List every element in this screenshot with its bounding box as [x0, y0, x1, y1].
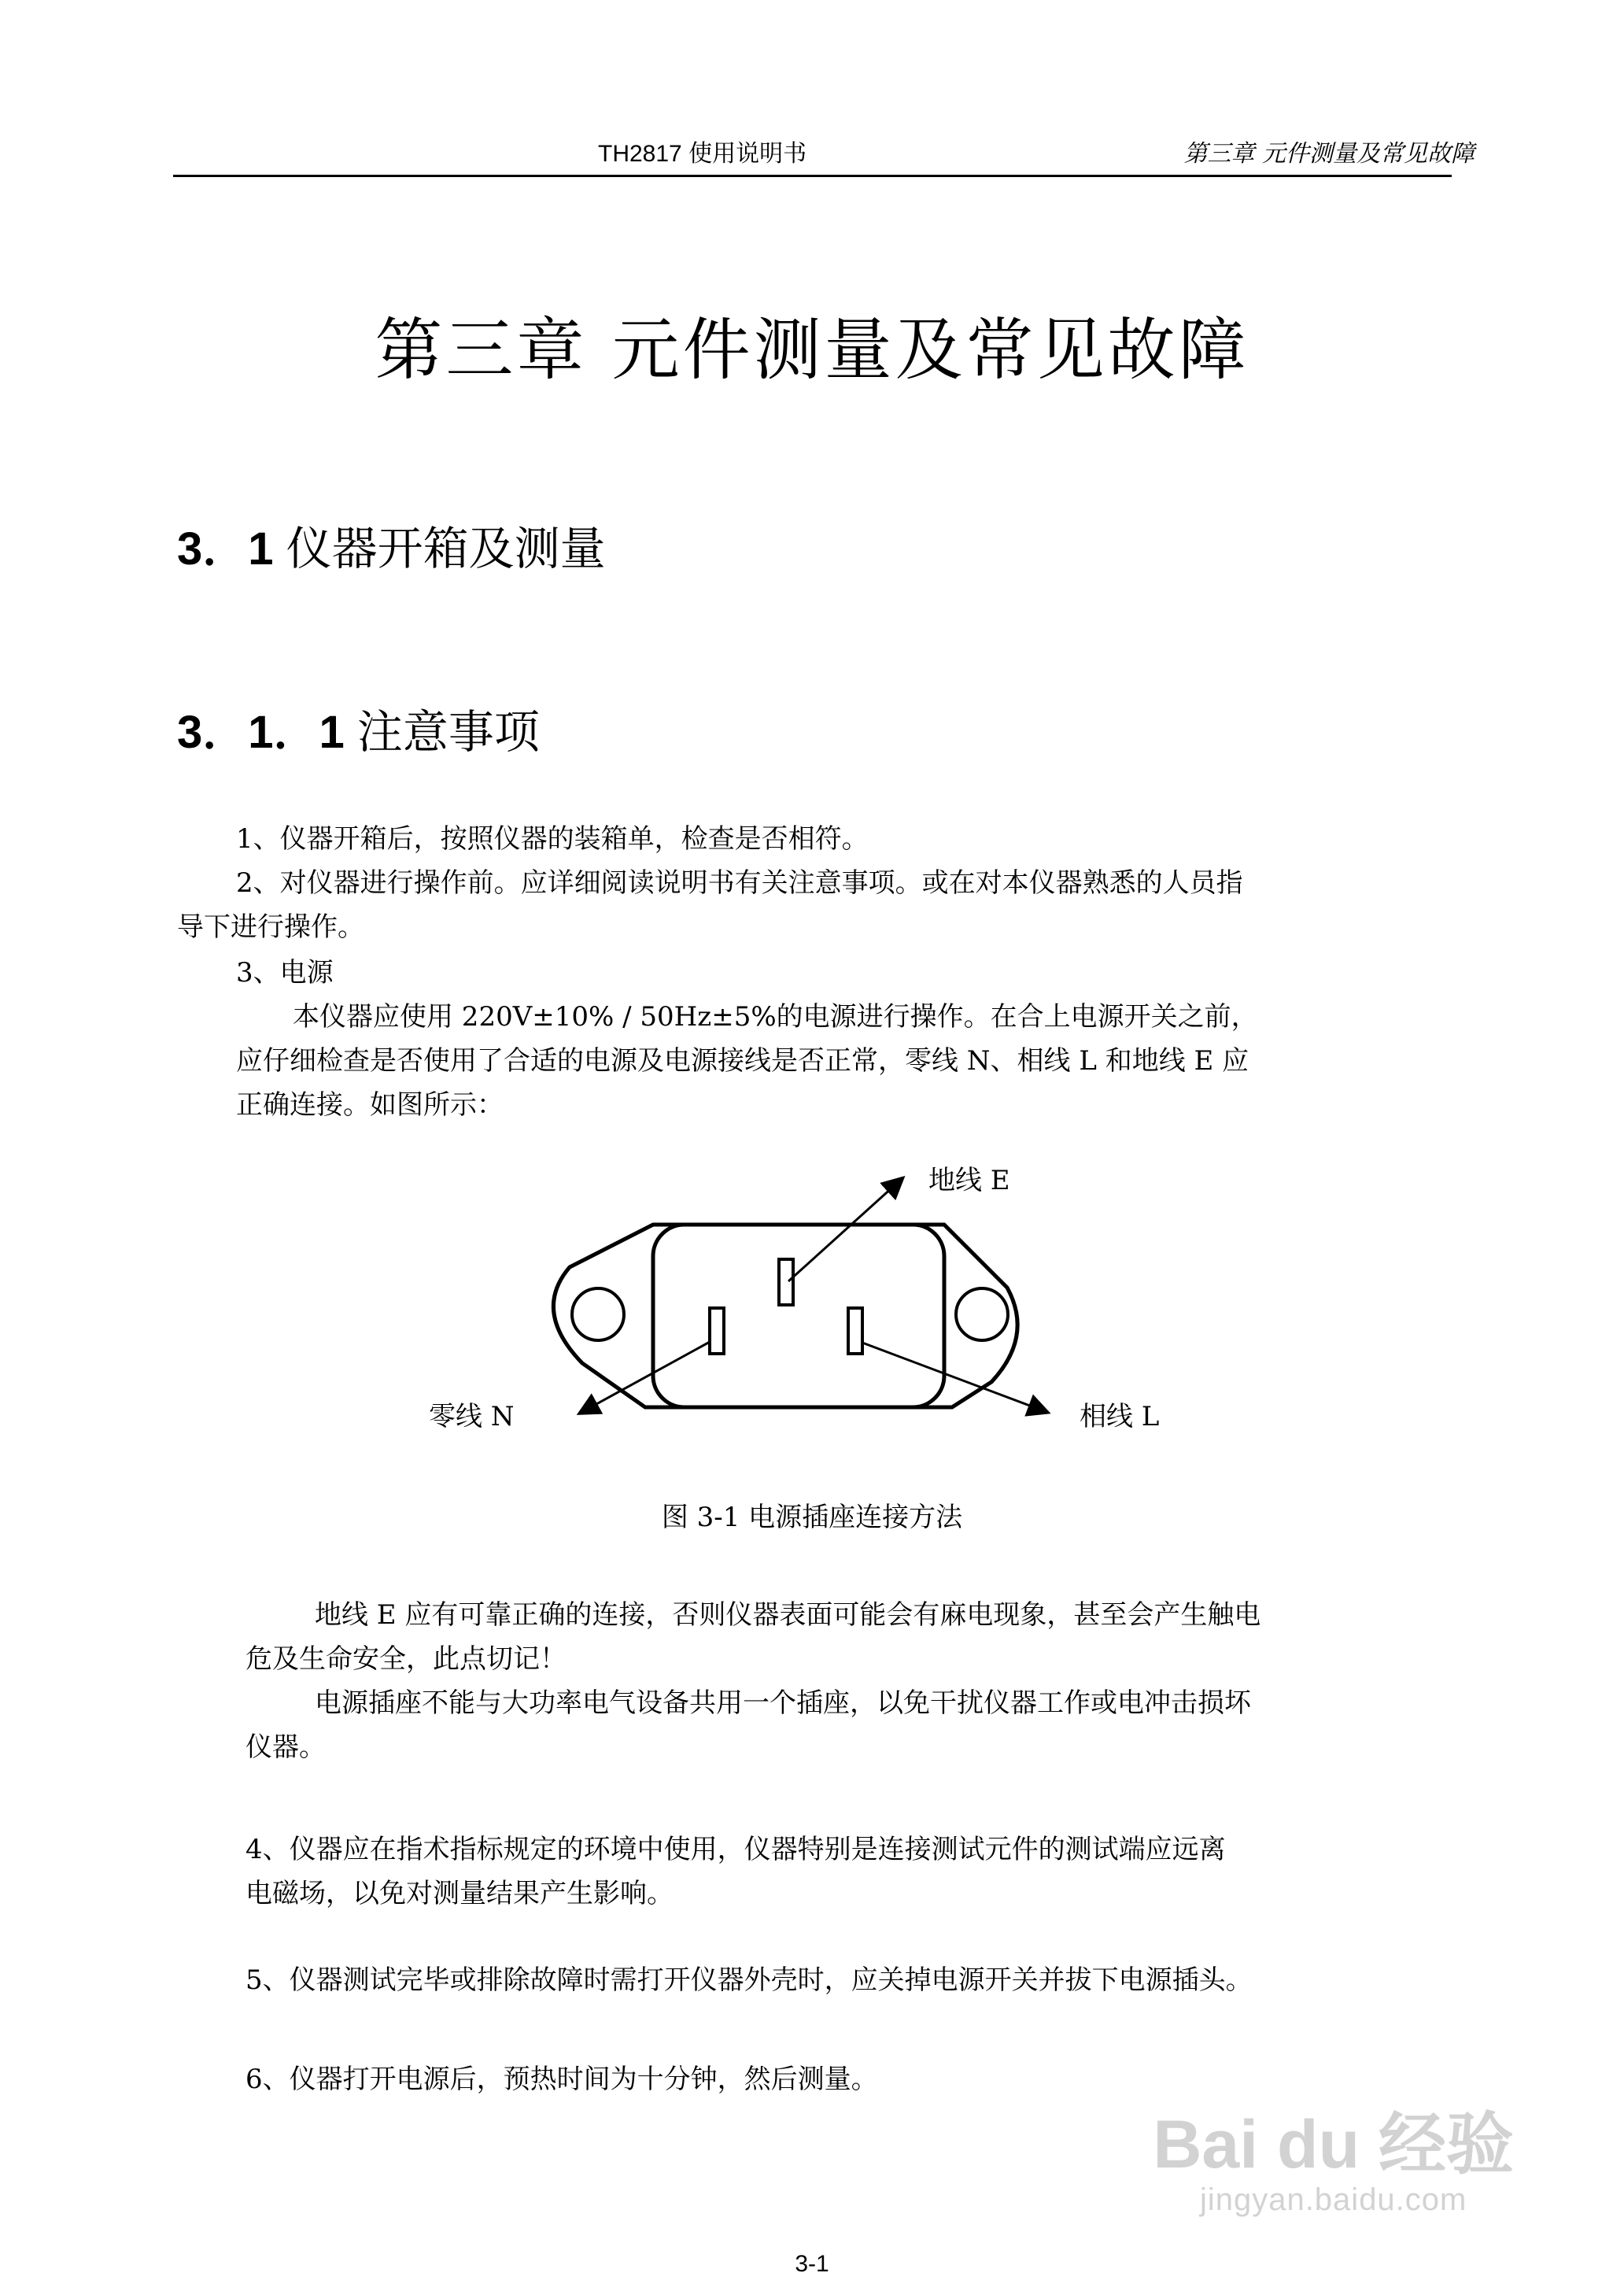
baidu-jingyan-watermark [1153, 2109, 1514, 2219]
paragraph-4-line-1: 地线 E 应有可靠正确的连接，否则仪器表面可能会有麻电现象，甚至会产生触电 [315, 1599, 1261, 1631]
label-live: 相线 L [1080, 1401, 1160, 1432]
paragraph-8: 6、仪器打开电源后，预热时间为十分钟，然后测量。 [245, 2064, 878, 2095]
paragraph-3-line-2: 应仔细检查是否使用了合适的电源及电源接线是否正常，零线 N、相线 L 和地线 E 应 [236, 1045, 1249, 1077]
paragraph-3-line-1: 本仪器应使用 220V±10% / 50Hz±5%的电源进行操作。在合上电源开关之前， [293, 1001, 1258, 1033]
section-number: 3．1 [177, 523, 274, 575]
socket-inner-face [653, 1225, 944, 1407]
label-earth: 地线 E [928, 1165, 1010, 1196]
header-manual-title: TH2817 使用说明书 [598, 141, 807, 167]
section-heading [177, 512, 606, 578]
header-rule [173, 175, 1452, 177]
figure-caption: 图 3-1 电源插座连接方法 [661, 1502, 963, 1533]
section-title: 仪器开箱及测量 [286, 523, 606, 575]
paragraph-6-line-1: 4、仪器应在指术指标规定的环境中使用，仪器特别是连接测试元件的测试端应远离 [245, 1834, 1226, 1865]
right-mount-hole [956, 1288, 1008, 1340]
left-mount-hole [572, 1288, 624, 1340]
watermark-logo: Bai du 经验 [1153, 2107, 1514, 2182]
page-number: 3-1 [795, 2251, 829, 2277]
watermark-url: jingyan.baidu.com [1199, 2182, 1467, 2217]
paragraph-3-line-3: 正确连接。如图所示： [236, 1089, 504, 1121]
paragraph-5-line-2: 仪器。 [245, 1731, 326, 1763]
subsection-number: 3．1．1 [177, 707, 345, 758]
live-pin [848, 1308, 862, 1354]
paragraph-7: 5、仪器测试完毕或排除故障时需打开仪器外壳时，应关掉电源开关并拔下电源插头。 [245, 1964, 1253, 1996]
paragraph-4-line-2: 危及生命安全，此点切记！ [245, 1643, 567, 1675]
neutral-pin [710, 1308, 724, 1354]
paragraph-2-line-2: 导下进行操作。 [177, 911, 364, 943]
label-neutral: 零线 N [429, 1401, 515, 1432]
paragraph-2-line-1: 2、对仪器进行操作前。应详细阅读说明书有关注意事项。或在对本仪器熟悉的人员指 [236, 867, 1243, 899]
header-chapter-title: 第三章 元件测量及常见故障 [1183, 140, 1475, 168]
live-arrow [862, 1343, 1046, 1412]
earth-pin [779, 1259, 793, 1305]
subsection-heading [177, 695, 540, 761]
earth-arrow [788, 1179, 902, 1281]
paragraph-1: 1、仪器开箱后，按照仪器的装箱单，检查是否相符。 [236, 823, 869, 855]
subsection-title: 注意事项 [356, 707, 540, 758]
paragraph-3-heading: 3、电源 [236, 957, 334, 989]
paragraph-6-line-2: 电磁场，以免对测量结果产生影响。 [245, 1878, 674, 1909]
chapter-title: 第三章 元件测量及常见故障 [375, 311, 1249, 390]
paragraph-5-line-1: 电源插座不能与大功率电气设备共用一个插座，以免干扰仪器工作或电冲击损坏 [315, 1687, 1251, 1719]
